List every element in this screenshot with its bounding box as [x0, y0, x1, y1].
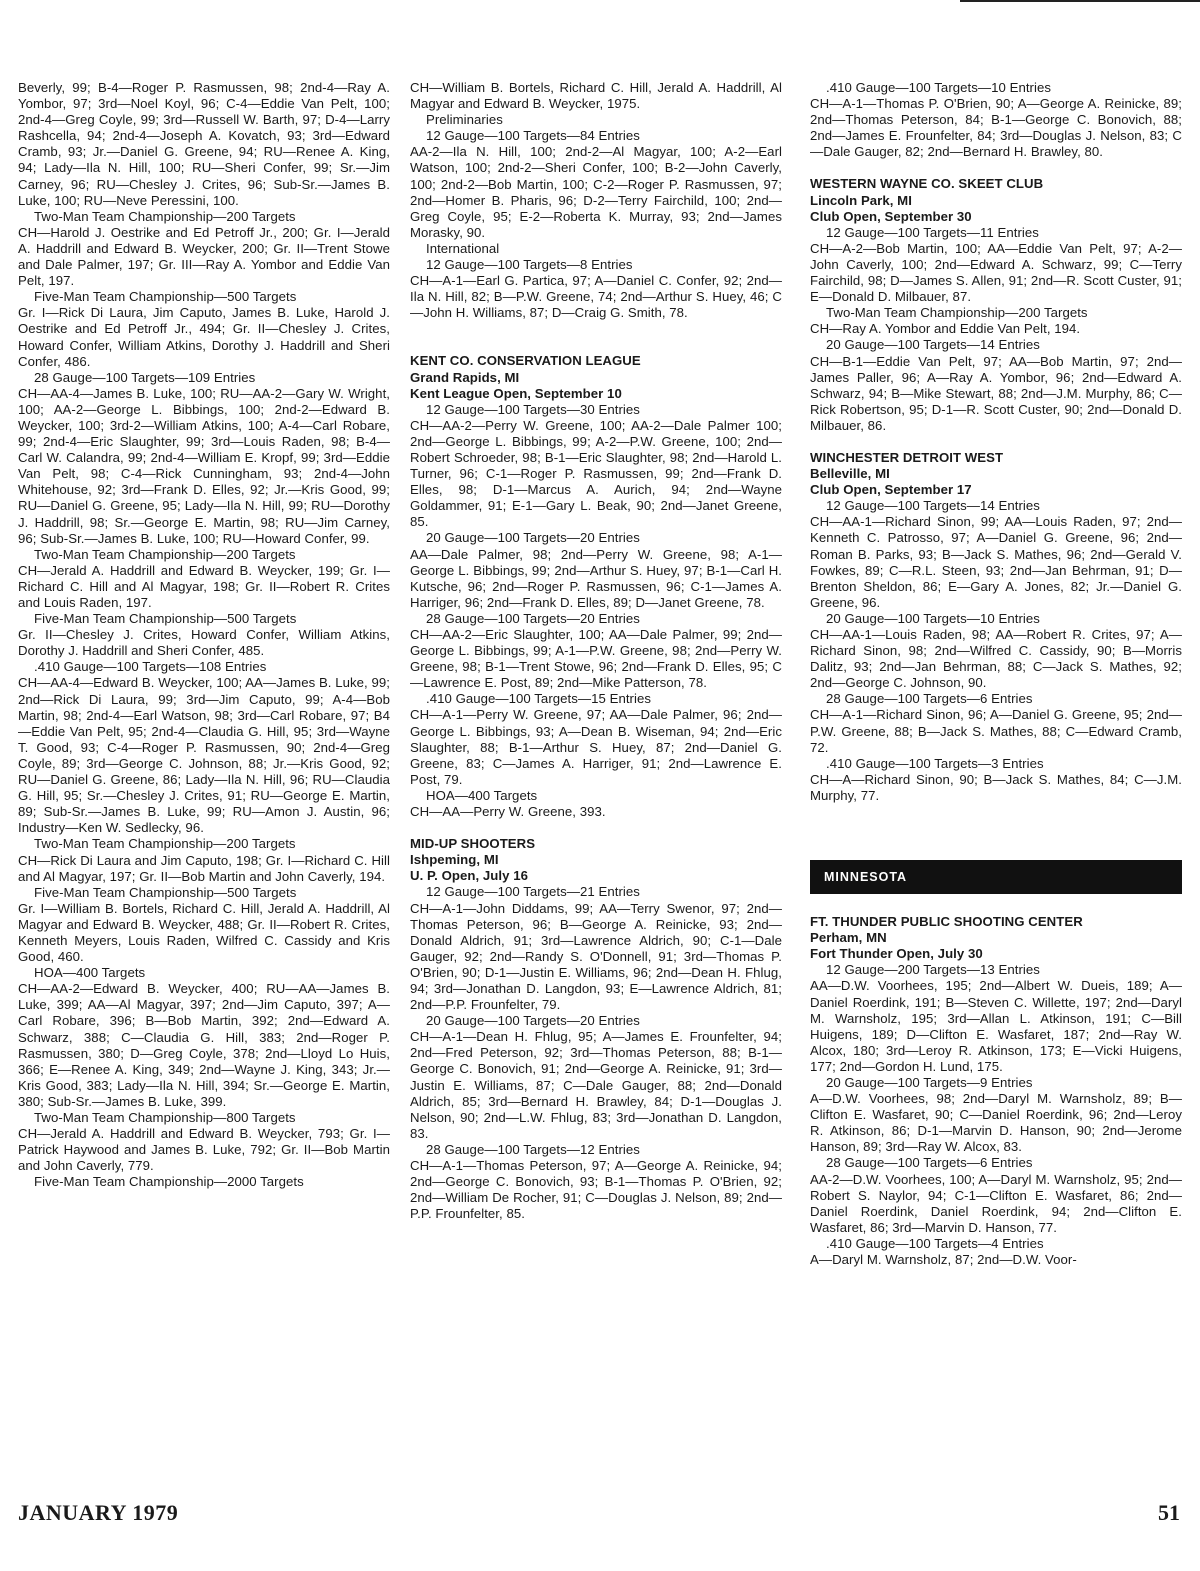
- issue-date: JANUARY 1979: [18, 1500, 179, 1525]
- result-paragraph: CH—AA-2—Edward B. Weycker, 400; RU—AA—James B. Luke, 399; AA—Al Magyar, 397; 2nd—Jim Caputo, 397; A—Carl Robare, 396; B—Bob Martin, 392; 2nd—Edward A. Schwarz, 388; C—Claudia G. Hill, 383; 2nd—Roger P. Rasmussen, 380; D—Greg Coyle, 378; 2nd—Lloyd Lo Huis, 366; E—Renee A. King, 349; 2nd—Wayne J. King, 343; Jr.—Kris Good, 383; Lady—Ila N. Hill, 394; Sr.—George E. Martin, 380; Sub-Sr.—James B. Luke, 399.: [18, 981, 390, 1109]
- result-paragraph: Gr. I—William B. Bortels, Richard C. Hill, Jerald A. Haddrill, Al Magyar and Edward B. Weycker, 488; Gr. II—Robert R. Crites, Kenneth Meyers, Louis Raden, Wilfred C. Cassidy and Kris Good, 460.: [18, 900, 390, 965]
- club-heading: Lincoln Park, MI: [810, 192, 912, 208]
- club-heading: Kent League Open, September 10: [410, 385, 622, 401]
- event-heading: .410 Gauge—100 Targets—10 Entries: [826, 80, 1051, 95]
- result-paragraph: AA—D.W. Voorhees, 195; 2nd—Albert W. Dueis, 189; A—Daniel Roerdink, 191; B—Steven C. Willette, 197; 2nd—Daryl M. Warnsholz, 195; 3rd—Allan L. Atkinson, 191; C—Bill Huigens, 189; D—Clifton E. Wasfaret, 187; 2nd—Ray W. Alcox, 180; 3rd—Leroy R. Atkinson, 173; E—Vicki Huigens, 177; 2nd—Gordon H. Lund, 175.: [810, 978, 1182, 1074]
- event-heading: 28 Gauge—100 Targets—12 Entries: [426, 1141, 640, 1157]
- event-heading: 20 Gauge—100 Targets—20 Entries: [426, 530, 640, 546]
- event-heading: Two-Man Team Championship—200 Targets: [34, 546, 296, 562]
- event-heading: 12 Gauge—100 Targets—21 Entries: [426, 884, 640, 900]
- result-paragraph: CH—AA-2—Perry W. Greene, 100; AA-2—Dale Palmer 100; 2nd—George L. Bibbings, 99; A-2—P.W. Greene, 100; 2nd—Robert Schroeder, 98; B-1—Eric Slaughter, 98; 2nd—Harold L. Turner, 96; C-1—Roger P. Rasmussen, 99; 2nd—Frank D. Elles, 98; D-1—Marcus A. Aurich, 94; 2nd—Wayne Goldammer, 91; E-1—Gary L. Beak, 90; 2nd—Janet Greene, 85.: [410, 417, 782, 530]
- result-paragraph: A—D.W. Voorhees, 98; 2nd—Daryl M. Warnsholz, 89; B—Clifton E. Wasfaret, 90; C—Daniel Roerdink, 96; 2nd—Leroy R. Atkinson, 86; D-1—Marvin D. Hanson, 90; 2nd—Jerome Hanson, 89; 3rd—Ray W. Alcox, 83.: [810, 1091, 1182, 1155]
- spacer: [410, 820, 782, 836]
- event-heading: International: [426, 240, 500, 256]
- event-heading: 20 Gauge—100 Targets—9 Entries: [826, 1074, 1033, 1090]
- result-paragraph: CH—B-1—Eddie Van Pelt, 97; AA—Bob Martin, 97; 2nd—James Paller, 96; A—Ray A. Yombor, 96; 2nd—Edward A. Schwarz, 94; B—Mike Stewart, 88; 2nd—J.M. Murphy, 86; C—Rick Robertson, 95; D-1—R. Scott Custer, 90; 2nd—Donald D. Milbauer, 86.: [810, 353, 1182, 433]
- club-heading: Ishpeming, MI: [410, 852, 499, 868]
- event-heading: 28 Gauge—100 Targets—6 Entries: [826, 1155, 1033, 1171]
- club-heading: Fort Thunder Open, July 30: [810, 946, 983, 962]
- result-paragraph: AA-2—D.W. Voorhees, 100; A—Daryl M. Warnsholz, 95; 2nd—Robert S. Naylor, 94; C-1—Clifton E. Wasfaret, 86; 2nd—Daniel Roerdink, Daniel Roerdink, 94; 2nd—Clifton E. Wasfaret, 86; 3rd—Marvin D. Hanson, 77.: [810, 1171, 1182, 1235]
- event-heading: .410 Gauge—100 Targets—4 Entries: [826, 1235, 1044, 1251]
- event-heading: 28 Gauge—100 Targets—20 Entries: [426, 610, 640, 626]
- event-heading: Five-Man Team Championship—2000 Targets: [34, 1174, 304, 1190]
- result-paragraph: Beverly, 99; B-4—Roger P. Rasmussen, 98; 2nd-4—Ray A. Yombor, 97; 3rd—Noel Koyl, 96; C-4—Eddie Van Pelt, 100; 2nd-4—Greg Coyle, 99; 3rd—Russell W. Barth, 97; D-4—Larry Rashcella, 94; 2nd-4—Joseph A. Kovatch, 93; 3rd—Edward Cramb, 93; Jr.—Daniel G. Greene, 94; RU—Renee A. King, 94; Lady—Ila N. Hill, 100; RU—Sheri Confer, 99; Sr.—Jim Carney, 96; RU—Chesley J. Crites, 96; Sub-Sr.—James B. Luke, 100; RU—Neve Peressini, 100.: [18, 80, 390, 208]
- event-heading: 12 Gauge—100 Targets—11 Entries: [826, 224, 1039, 240]
- club-heading: Perham, MN: [810, 930, 887, 946]
- result-paragraph: CH—AA-2—Eric Slaughter, 100; AA—Dale Palmer, 99; 2nd—George L. Bibbings, 99; A-1—P.W. Greene, 98; 2nd—Perry W. Greene, 98; B-1—Trent Stowe, 96; 2nd—Frank D. Elles, 95; C—Lawrence E. Post, 89; 2nd—Mike Patterson, 78.: [410, 627, 782, 691]
- event-heading: 12 Gauge—200 Targets—13 Entries: [826, 962, 1040, 978]
- result-paragraph: AA—Dale Palmer, 98; 2nd—Perry W. Greene, 98; A-1—George L. Bibbings, 99; 2nd—Arthur S. Huey, 97; B-1—Carl H. Kutsche, 96; 2nd—Roger P. Rasmussen, 96; C-1—James A. Harriger, 96; 2nd—Frank D. Elles, 89; D—Janet Greene, 78.: [410, 546, 782, 610]
- event-heading: Five-Man Team Championship—500 Targets: [34, 884, 297, 900]
- top-rule: [960, 0, 1200, 2]
- event-heading: 12 Gauge—100 Targets—84 Entries: [426, 128, 640, 144]
- result-paragraph: CH—AA—Perry W. Greene, 393.: [410, 804, 606, 820]
- spacer: [810, 804, 1182, 820]
- result-paragraph: CH—AA-4—James B. Luke, 100; RU—AA-2—Gary W. Wright, 100; AA-2—George L. Bibbings, 100; 2nd-2—Edward B. Weycker, 100; 3rd-2—William Atkins, 100; A-4—Carl Robare, 99; 2nd-4—Eric Slaughter, 99; 3rd—Louis Raden, 98; B-4—Carl W. Calandra, 99; 2nd-4—William E. Kropf, 99; 3rd—Eddie Van Pelt, 98; C-4—Rick Cunningham, 93; 2nd-4—John Whitehouse, 92; 3rd—Frank D. Elles, 92; Jr.—Kris Good, 99; RU—Daniel G. Greene, 95; Lady—Ila N. Hill, 99; RU—Dorothy J. Haddrill, 98; Sr.—George E. Martin, 98; RU—Jim Carney, 96; Sub-Sr.—James B. Luke, 100; RU—Howard Confer, 99.: [18, 385, 390, 546]
- spacer: [810, 434, 1182, 450]
- result-paragraph: CH—William B. Bortels, Richard C. Hill, Jerald A. Haddrill, Al Magyar and Edward B. Weycker, 1975.: [410, 80, 782, 112]
- event-heading: 12 Gauge—100 Targets—8 Entries: [426, 257, 633, 273]
- spacer: [810, 160, 1182, 176]
- result-paragraph: CH—AA-1—Richard Sinon, 99; AA—Louis Raden, 97; 2nd—Kenneth C. Patrosso, 97; A—Daniel G. Greene, 96; 2nd—Roman B. Parks, 93; B—Jack S. Mathes, 96; 2nd—Gerald V. Fowkes, 89; C—R.L. Steen, 93; 2nd—Jan Behrman, 91; D—Brenton Sheldon, 86; E—Gary A. Jones, 82; Jr.—Daniel G. Greene, 96.: [810, 514, 1182, 610]
- result-paragraph: CH—A-1—Perry W. Greene, 97; AA—Dale Palmer, 96; 2nd—George L. Bibbings, 93; A—Dean B. Wiseman, 94; 2nd—Eric Slaughter, 88; B-1—Arthur S. Huey, 87; 2nd—Daniel G. Greene, 83; C—James A. Harriger, 91; 2nd—Lawrence E. Post, 79.: [410, 707, 782, 787]
- spacer: [410, 337, 782, 353]
- result-paragraph: CH—A—Richard Sinon, 90; B—Jack S. Mathes, 84; C—J.M. Murphy, 77.: [810, 771, 1182, 803]
- column-3: [810, 80, 1182, 1268]
- state-banner: MINNESOTA: [810, 860, 1182, 894]
- event-heading: .410 Gauge—100 Targets—3 Entries: [826, 755, 1044, 771]
- result-paragraph: CH—A-1—John Diddams, 99; AA—Terry Swenor, 97; 2nd—Thomas Peterson, 96; B—George A. Reinicke, 93; 2nd—Donald Aldrich, 91; 3rd—Lawrence Aldrich, 90; C-1—Dale Gauger, 92; 2nd—Randy S. O'Donnell, 91; 3rd—Thomas P. O'Brien, 90; D-1—Justin E. Williams, 96; 2nd—Dean H. Fhlug, 94; 3rd—Jonathan D. Langdon, 93; E—Lawrence Aldrich, 81; 2nd—P.P. Frounfelter, 79.: [410, 900, 782, 1013]
- result-paragraph: CH—A-1—Thomas Peterson, 97; A—George A. Reinicke, 94; 2nd—George C. Bonovich, 93; B-1—Thomas P. O'Brien, 92; 2nd—William De Rocher, 91; C—Douglas J. Nelson, 89; 2nd—P.P. Frounfelter, 85.: [410, 1158, 782, 1222]
- result-paragraph: CH—A-1—Richard Sinon, 96; A—Daniel G. Greene, 95; 2nd—P.W. Greene, 88; B—Jack S. Mathes, 88; C—Edward Cramb, 72.: [810, 707, 1182, 755]
- club-heading: U. P. Open, July 16: [410, 868, 528, 884]
- result-paragraph: AA-2—Ila N. Hill, 100; 2nd-2—Al Magyar, 100; A-2—Earl Watson, 100; 2nd-2—Sheri Confer, 100; B-2—John Caverly, 100; 2nd-2—Bob Martin, 100; C-2—Roger P. Rasmussen, 97; 2nd—Homer B. Pharis, 96; D-2—Terry Fairchild, 100; 2nd—Greg Coyle, 95; E-2—Roberta K. Murray, 93; 2nd—James Morasky, 90.: [410, 144, 782, 240]
- event-heading: 20 Gauge—100 Targets—14 Entries: [826, 337, 1040, 353]
- event-heading: Two-Man Team Championship—800 Targets: [34, 1110, 296, 1125]
- event-heading: 12 Gauge—100 Targets—14 Entries: [826, 498, 1040, 514]
- event-heading: Five-Man Team Championship—500 Targets: [34, 611, 297, 627]
- event-heading: HOA—400 Targets: [426, 787, 538, 803]
- event-heading: .410 Gauge—100 Targets—15 Entries: [426, 691, 651, 707]
- event-heading: Two-Man Team Championship—200 Targets: [826, 305, 1088, 321]
- result-paragraph: CH—A-1—Dean H. Fhlug, 95; A—James E. Frounfelter, 94; 2nd—Fred Peterson, 92; 3rd—Thomas Peterson, 88; B-1—George C. Bonovich, 91; 2nd—George A. Reinicke, 91; 3rd—Justin E. Williams, 87; C—Dale Gauger, 88; 2nd—Donald Aldrich, 85; 3rd—Bernard H. Brawley, 84; D-1—Douglas J. Nelson, 90; 2nd—L.W. Fhlug, 83; 3rd—Jonathan D. Langdon, 83.: [410, 1029, 782, 1141]
- spacer: [410, 321, 782, 337]
- result-paragraph: CH—Ray A. Yombor and Eddie Van Pelt, 194.: [810, 321, 1081, 337]
- event-heading: 28 Gauge—100 Targets—6 Entries: [826, 691, 1033, 707]
- result-paragraph: CH—Jerald A. Haddrill and Edward B. Weycker, 793; Gr. I—Patrick Haywood and James B. Luke, 792; Gr. II—Bob Martin and John Caverly, 779.: [18, 1126, 390, 1174]
- spacer: [810, 820, 1182, 836]
- result-paragraph: Gr. II—Chesley J. Crites, Howard Confer, William Atkins, Dorothy J. Haddrill and Sheri Confer, 485.: [18, 627, 390, 659]
- event-heading: .410 Gauge—100 Targets—108 Entries: [34, 659, 267, 675]
- event-heading: 12 Gauge—100 Targets—30 Entries: [426, 401, 640, 417]
- column-2: [410, 80, 782, 1222]
- spacer: [810, 836, 1182, 852]
- club-heading: MID-UP SHOOTERS: [410, 836, 536, 852]
- event-heading: Preliminaries: [426, 112, 503, 128]
- event-heading: Two-Man Team Championship—200 Targets: [34, 836, 296, 852]
- club-heading: WINCHESTER DETROIT WEST: [810, 449, 1004, 465]
- result-paragraph: CH—AA-1—Louis Raden, 98; AA—Robert R. Crites, 97; A—Richard Sinon, 98; 2nd—Wilfred C. Cassidy, 90; B—Morris Dalitz, 93; 2nd—Jan Behrman, 88; C—Jack S. Mathes, 92; 2nd—George C. Johnson, 90.: [810, 627, 1182, 691]
- club-heading: WESTERN WAYNE CO. SKEET CLUB: [810, 176, 1044, 192]
- club-heading: FT. THUNDER PUBLIC SHOOTING CENTER: [810, 914, 1083, 930]
- result-paragraph: CH—A-1—Earl G. Partica, 97; A—Daniel C. Confer, 92; 2nd—Ila N. Hill, 82; B—P.W. Greene, 74; 2nd—Arthur S. Huey, 46; C—John H. Williams, 87; D—Craig G. Smith, 78.: [410, 273, 782, 321]
- result-paragraph: A—Daryl M. Warnsholz, 87; 2nd—D.W. Voor-: [810, 1252, 1077, 1267]
- event-heading: HOA—400 Targets: [34, 965, 146, 981]
- event-heading: 20 Gauge—100 Targets—20 Entries: [426, 1013, 640, 1029]
- result-paragraph: CH—Jerald A. Haddrill and Edward B. Weycker, 199; Gr. I—Richard C. Hill and Al Magyar, 198; Gr. II—Robert R. Crites and Louis Raden, 197.: [18, 562, 390, 610]
- result-paragraph: CH—AA-4—Edward B. Weycker, 100; AA—James B. Luke, 99; 2nd—Rick Di Laura, 99; 3rd—Jim Caputo, 99; A-4—Bob Martin, 98; 2nd-4—Earl Watson, 98; 3rd—Carl Robare, 97; B4—Eddie Van Pelt, 95; 2nd-4—Claudia G. Hill, 95; 3rd—Wayne T. Good, 93; C-4—Roger P. Rasmussen, 90; 2nd-4—Greg Coyle, 89; 3rd—George C. Johnson, 88; Jr.—Kris Good, 92; RU—Daniel G. Greene, 86; Lady—Ila N. Hill, 96; RU—Claudia G. Hill, 95; Sr.—Chesley J. Crites, 91; RU—George E. Martin, 89; Sub-Sr.—James B. Luke, 99; RU—Amon J. Austin, 96; Industry—Ken W. Sedlecky, 96.: [18, 675, 390, 836]
- club-heading: KENT CO. CONSERVATION LEAGUE: [410, 353, 641, 369]
- result-paragraph: CH—Harold J. Oestrike and Ed Petroff Jr., 200; Gr. I—Jerald A. Haddrill and Edward B. Weycker, 200; Gr. II—Trent Stowe and Dale Palmer, 197; Gr. III—Ray A. Yombor and Eddie Van Pelt, 197.: [18, 224, 390, 289]
- page-number: 51: [1158, 1500, 1180, 1525]
- event-heading: Two-Man Team Championship—200 Targets: [34, 208, 296, 224]
- result-paragraph: CH—A-2—Bob Martin, 100; AA—Eddie Van Pelt, 97; A-2—John Caverly, 100; 2nd—Edward A. Schwarz, 99; C—Terry Fairchild, 98; D—James S. Allen, 91; 2nd—R. Scott Custer, 91; E—Donald D. Milbauer, 87.: [810, 240, 1182, 305]
- column-1: [18, 80, 390, 1190]
- club-heading: Grand Rapids, MI: [410, 369, 520, 385]
- result-paragraph: CH—Rick Di Laura and Jim Caputo, 198; Gr. I—Richard C. Hill and Al Magyar, 197; Gr. II—Bob Martin and John Caverly, 194.: [18, 852, 390, 884]
- club-heading: Club Open, September 17: [810, 482, 972, 498]
- result-paragraph: Gr. I—Rick Di Laura, Jim Caputo, James B. Luke, Harold J. Oestrike and Ed Petroff Jr., 494; Gr. II—Chesley J. Crites, Howard Confer, William Atkins, Dorothy J. Haddrill and Sheri Confer, 486.: [18, 305, 390, 369]
- result-paragraph: CH—A-1—Thomas P. O'Brien, 90; A—George A. Reinicke, 89; 2nd—Thomas Peterson, 84; B-1—George C. Bonovich, 88; 2nd—James E. Frounfelter, 84; 3rd—Douglas J. Nelson, 83; C—Dale Gauger, 82; 2nd—Bernard H. Brawley, 80.: [810, 96, 1182, 160]
- club-heading: Belleville, MI: [810, 466, 890, 482]
- event-heading: 20 Gauge—100 Targets—10 Entries: [826, 610, 1040, 626]
- event-heading: 28 Gauge—100 Targets—109 Entries: [34, 369, 256, 385]
- event-heading: Five-Man Team Championship—500 Targets: [34, 289, 297, 305]
- club-heading: Club Open, September 30: [810, 208, 972, 224]
